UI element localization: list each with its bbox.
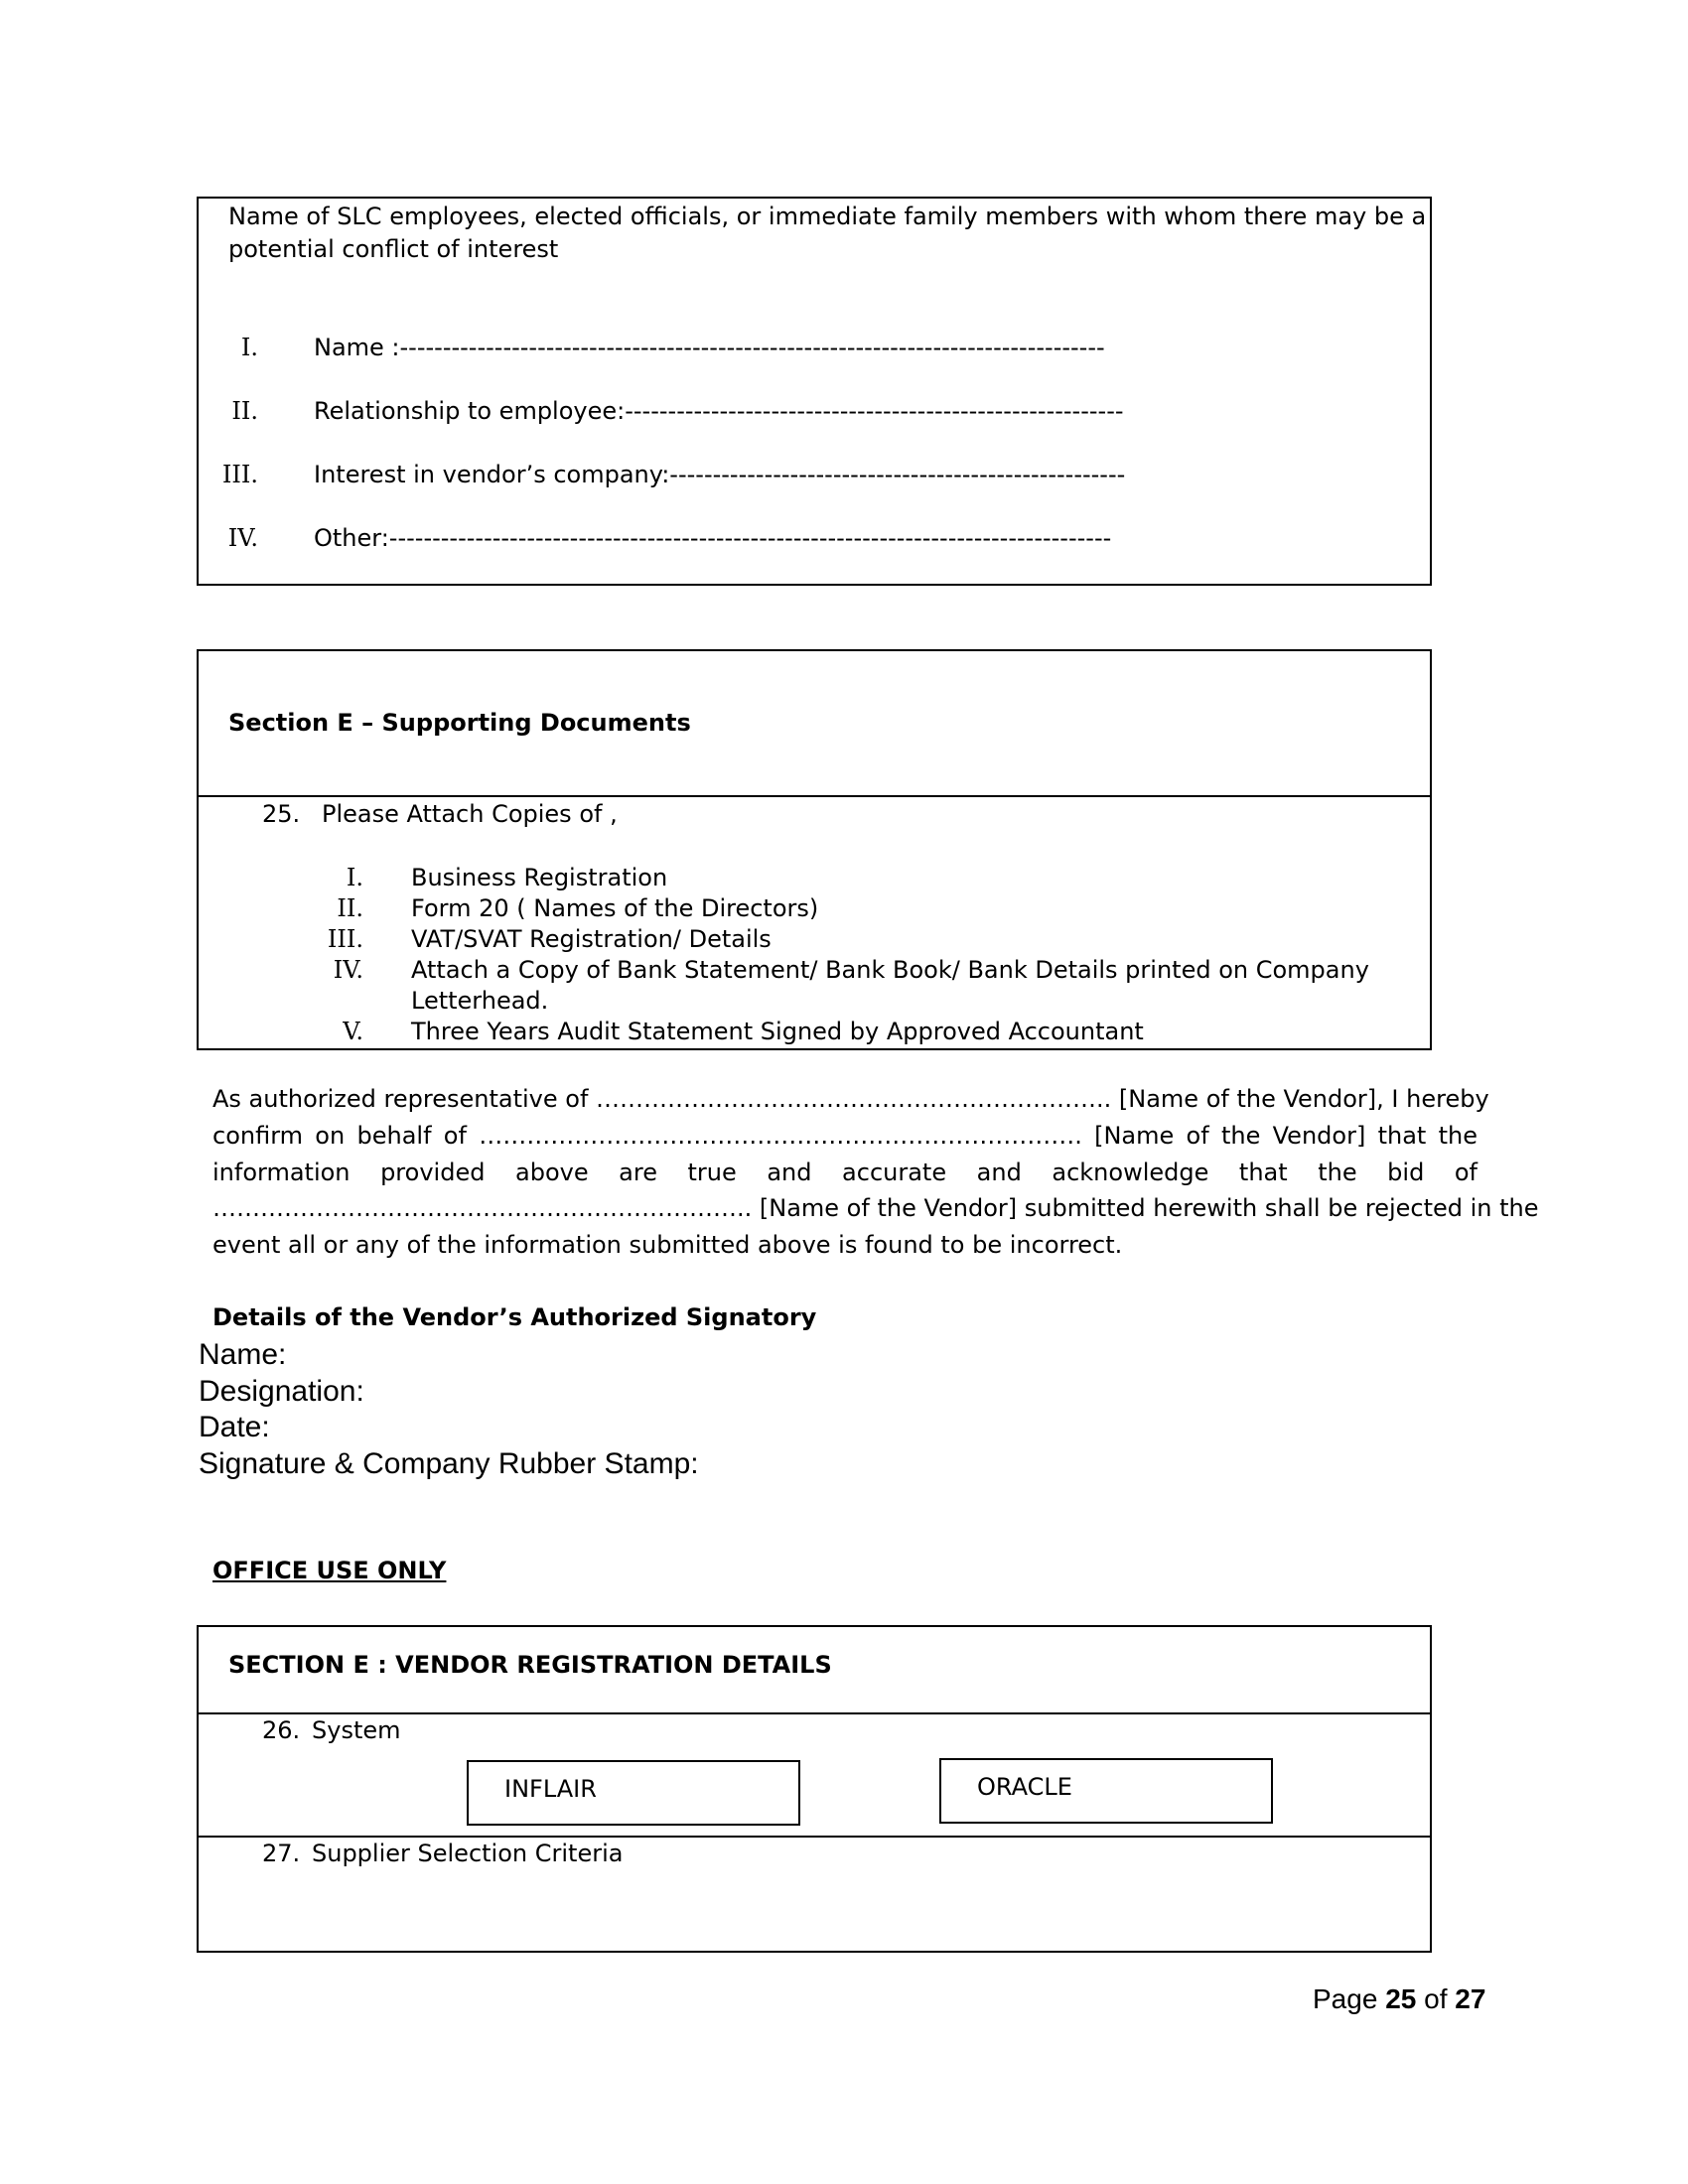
- doc-item-numeral: I.: [346, 864, 363, 891]
- vendor-registration-box: [197, 1625, 1432, 1953]
- page-total: 27: [1455, 1983, 1486, 2014]
- declaration-line: information provided above are true and accurate and acknowledge that the bid of: [212, 1159, 1477, 1186]
- section-divider: [199, 795, 1430, 797]
- conflict-item-relationship-field[interactable]: Relationship to employee:----------------------------------------------------------: [314, 397, 1124, 425]
- system-option-oracle[interactable]: [939, 1758, 1273, 1824]
- doc-item: VAT/SVAT Registration/ Details: [411, 925, 772, 953]
- page-of: of: [1424, 1983, 1448, 2014]
- declaration-line: confirm on behalf of …………………………………………………………………. [Name of the Vendor] that the: [212, 1122, 1477, 1150]
- system-option-inflair[interactable]: [467, 1760, 800, 1826]
- doc-item: Business Registration: [411, 864, 668, 891]
- signatory-name-label: Name:: [199, 1338, 287, 1371]
- system-label: System: [312, 1716, 401, 1744]
- conflict-item-numeral: III.: [221, 461, 258, 488]
- page-number: [1313, 1983, 1485, 2015]
- criteria-number: 27.: [262, 1840, 301, 1867]
- signatory-signature-label: Signature & Company Rubber Stamp:: [199, 1447, 699, 1480]
- page-prefix: Page: [1313, 1983, 1378, 2014]
- doc-item-numeral: III.: [327, 925, 363, 953]
- conflict-intro: Name of SLC employees, elected officials, or immediate family members with whom there may be a: [228, 203, 1427, 230]
- office-use-heading: OFFICE USE ONLY: [212, 1557, 447, 1584]
- conflict-of-interest-box: [197, 197, 1432, 586]
- conflict-intro-line2: potential conflict of interest: [228, 235, 559, 263]
- signatory-date-label: Date:: [199, 1411, 270, 1443]
- conflict-item-numeral: II.: [231, 397, 258, 425]
- declaration-line: As authorized representative of ……………………………………………………….. [Name of the Vendor], I hereby: [212, 1085, 1489, 1113]
- declaration-line: event all or any of the information submitted above is found to be incorrect.: [212, 1231, 1123, 1259]
- declaration-line: ………………………………………………………….. [Name of the Vendor] submitted herewith shall be rejected in the: [212, 1194, 1539, 1222]
- option-label: INFLAIR: [504, 1775, 597, 1803]
- supporting-documents-box: [197, 649, 1432, 1050]
- question-label: Please Attach Copies of ,: [322, 800, 618, 828]
- conflict-item-numeral: IV.: [227, 524, 258, 552]
- doc-item: Form 20 ( Names of the Directors): [411, 894, 819, 922]
- conflict-item-name-field[interactable]: Name :----------------------------------------------------------------------------------: [314, 334, 1105, 361]
- conflict-item-interest-field[interactable]: Interest in vendor’s company:-----------------------------------------------------: [314, 461, 1126, 488]
- question-number: 25.: [262, 800, 301, 828]
- doc-item: Attach a Copy of Bank Statement/ Bank Book/ Bank Details printed on Company: [411, 956, 1369, 984]
- conflict-item-numeral: I.: [240, 334, 258, 361]
- signatory-heading: Details of the Vendor’s Authorized Signatory: [212, 1303, 817, 1331]
- section-divider: [199, 1712, 1430, 1714]
- signatory-designation-label: Designation:: [199, 1375, 364, 1408]
- doc-item: Three Years Audit Statement Signed by Approved Accountant: [411, 1018, 1144, 1045]
- conflict-item-other-field[interactable]: Other:------------------------------------------------------------------------------------: [314, 524, 1112, 552]
- doc-item-numeral: V.: [343, 1018, 363, 1045]
- section-title: SECTION E : VENDOR REGISTRATION DETAILS: [228, 1651, 832, 1679]
- doc-item-continuation: Letterhead.: [411, 987, 549, 1015]
- option-label: ORACLE: [977, 1773, 1072, 1801]
- section-title: Section E – Supporting Documents: [228, 709, 691, 737]
- doc-item-numeral: IV.: [333, 956, 363, 984]
- doc-item-numeral: II.: [337, 894, 363, 922]
- page-current: 25: [1385, 1983, 1417, 2014]
- section-divider: [199, 1836, 1430, 1838]
- system-number: 26.: [262, 1716, 301, 1744]
- criteria-label: Supplier Selection Criteria: [312, 1840, 624, 1867]
